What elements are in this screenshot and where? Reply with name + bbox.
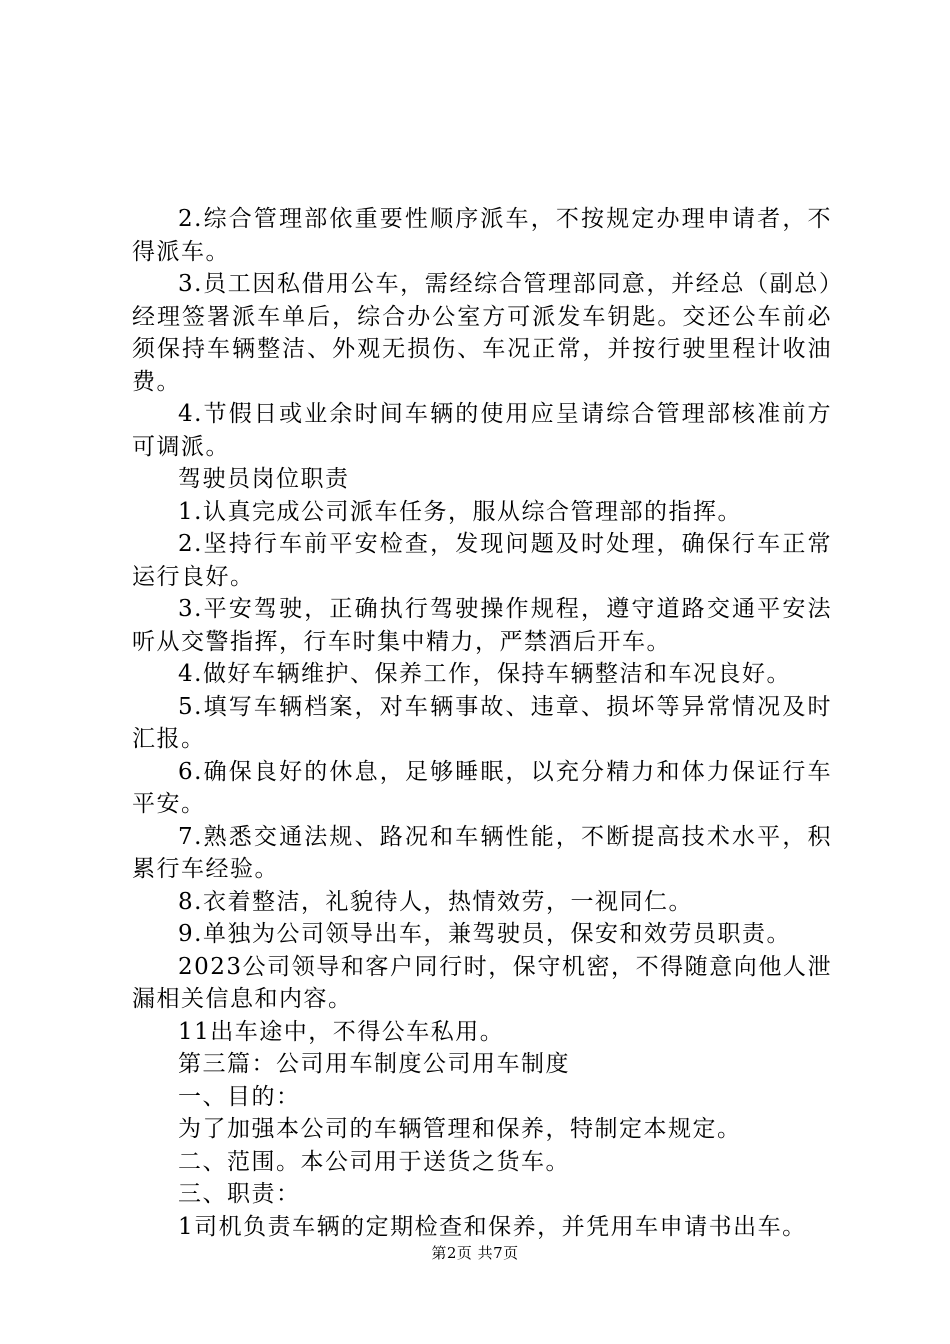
paragraph: 2.坚持行车前平安检查，发现问题及时处理，确保行车正常运行良好。 (132, 531, 832, 590)
paragraph: 5.填写车辆档案，对车辆事故、违章、损坏等异常情况及时汇报。 (132, 693, 832, 752)
paragraph: 7.熟悉交通法规、路况和车辆性能，不断提高技术水平，积累行车经验。 (132, 823, 832, 882)
paragraph: 2.综合管理部依重要性顺序派车，不按规定办理申请者，不得派车。 (132, 206, 832, 265)
page-footer: 第2页 共7页 (431, 1244, 519, 1262)
paragraph: 4.做好车辆维护、保养工作，保持车辆整洁和车况良好。 (178, 661, 791, 687)
chapter-heading: 第三篇：公司用车制度公司用车制度 (178, 1051, 570, 1077)
body-text (132, 203, 832, 1243)
section-heading: 一、目的： (178, 1083, 301, 1110)
paragraph: 3.员工因私借用公车，需经综合管理部同意，并经总（副总）经理签署派车单后，综合办公室方可派发车钥匙。交还公车前必须保持车辆整洁、外观无损伤、车况正常，并按行驶里程计收油费。 (132, 271, 832, 395)
paragraph: 4.节假日或业余时间车辆的使用应呈请综合管理部核准前方可调派。 (132, 401, 832, 460)
paragraph: 2023公司领导和客户同行时，保守机密，不得随意向他人泄漏相关信息和内容。 (132, 953, 832, 1012)
paragraph: 9.单独为公司领导出车，兼驾驶员，保安和效劳员职责。 (178, 921, 791, 947)
paragraph: 6.确保良好的休息，足够睡眠，以充分精力和体力保证行车平安。 (132, 758, 832, 817)
section-heading: 三、职责： (178, 1181, 301, 1207)
paragraph: 1司机负责车辆的定期检查和保养，并凭用车申请书出车。 (178, 1213, 807, 1240)
section-heading: 驾驶员岗位职责 (178, 466, 350, 492)
paragraph: 8.衣着整洁，礼貌待人，热情效劳，一视同仁。 (178, 888, 693, 915)
paragraph: 为了加强本公司的车辆管理和保养，特制定本规定。 (178, 1116, 742, 1142)
paragraph: 二、范围。本公司用于送货之货车。 (178, 1148, 570, 1175)
paragraph: 3.平安驾驶，正确执行驾驶操作规程，遵守道路交通平安法听从交警指挥，行车时集中精力，严禁酒后开车。 (132, 596, 832, 655)
paragraph: 11出车途中，不得公车私用。 (178, 1018, 505, 1045)
paragraph: 1.认真完成公司派车任务，服从综合管理部的指挥。 (178, 498, 742, 525)
